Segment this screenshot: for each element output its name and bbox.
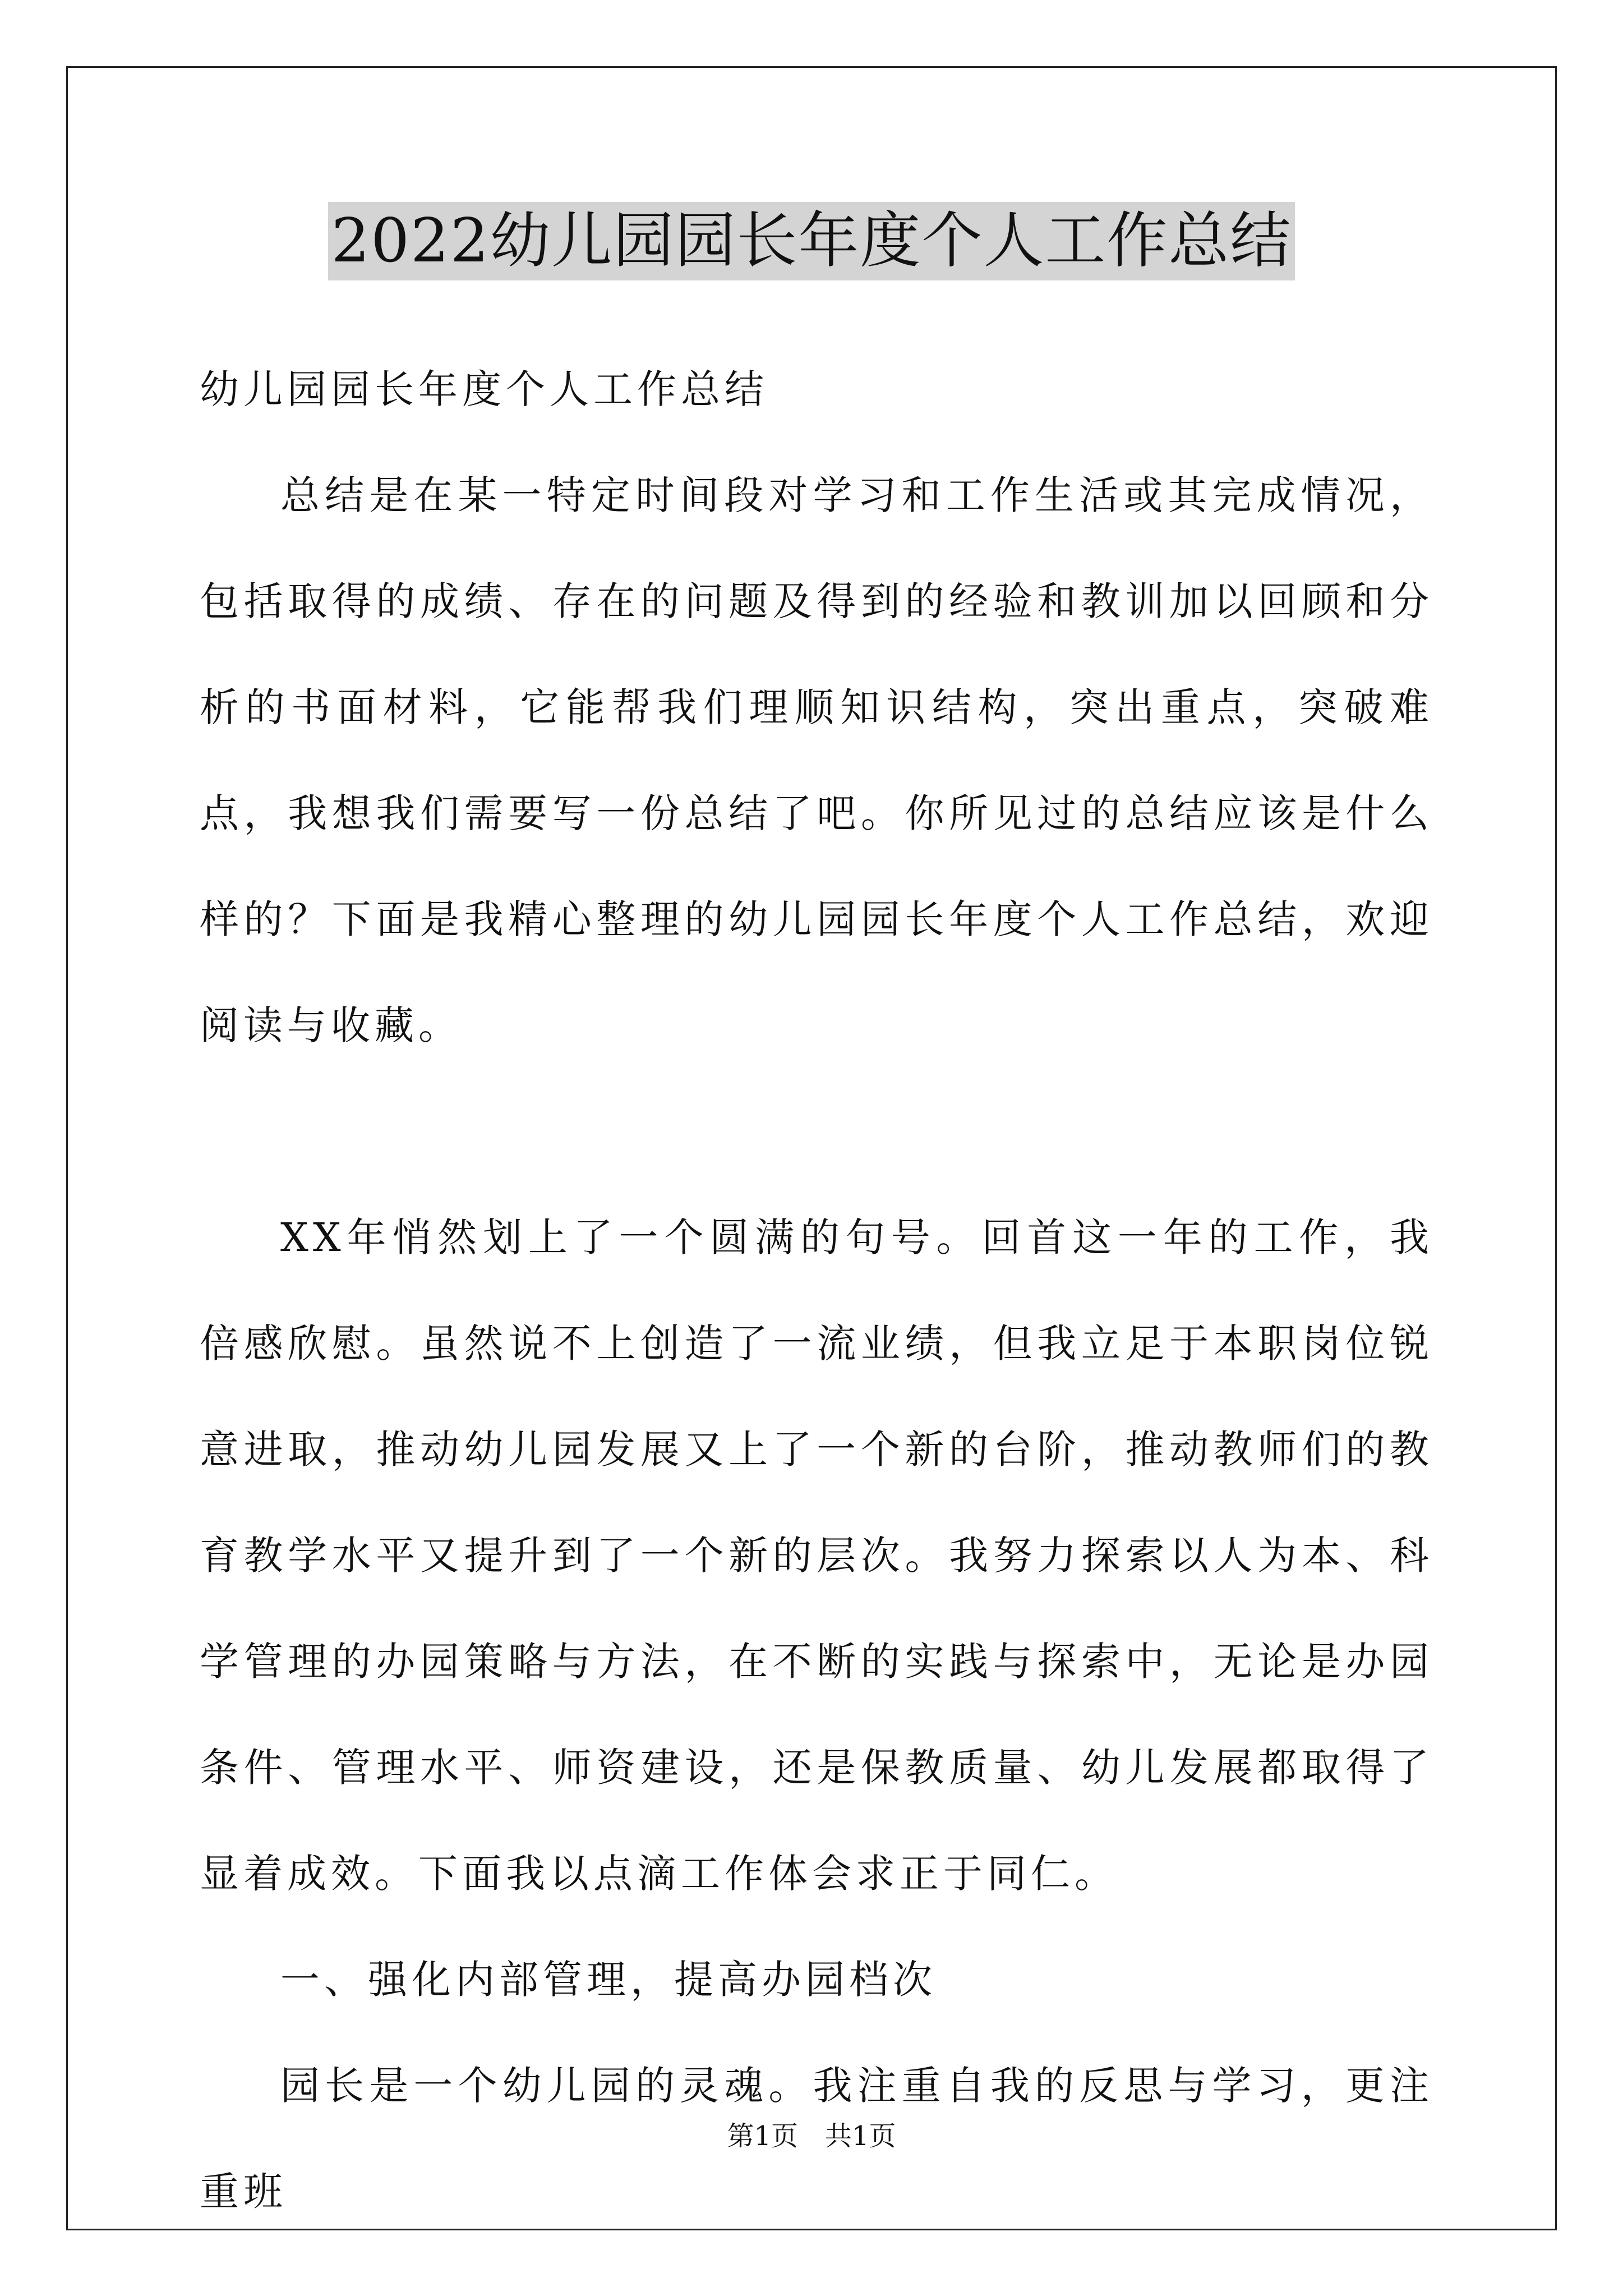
document-title: 2022幼儿园园长年度个人工作总结	[328, 202, 1295, 280]
section-heading-1: 一、强化内部管理，提高办园档次	[280, 1957, 937, 2003]
page-number-current: 第1页	[727, 2120, 798, 2152]
paragraph-intro: 总结是在某一特定时间段对学习和工作生活或其完成情况，包括取得的成绩、存在的问题及得到的经验和教训加以回顾和分析的书面材料，它能帮我们理顺知识结构，突出重点，突破难点，我想我们需要写一份总结了吧。你所见过的总结应该是什么样的？下面是我精心整理的幼儿园园长年度个人工作总结，欢迎阅读与收藏。	[200, 472, 1433, 1048]
paragraph-review: XX年悄然划上了一个圆满的句号。回首这一年的工作，我倍感欣慰。虽然说不上创造了一流业绩，但我立足于本职岗位锐意进取，推动幼儿园发展又上了一个新的台阶，推动教师们的教育教学水平又提升到了一个新的层次。我努力探索以人为本、科学管理的办园策略与方法，在不断的实践与探索中，无论是办园条件、管理水平、师资建设，还是保教质量、幼儿发展都取得了显着成效。下面我以点滴工作体会求正于同仁。	[200, 1214, 1433, 1897]
page-footer	[0, 2119, 1623, 2153]
document-body	[200, 337, 1433, 2245]
page-number-total: 共1页	[825, 2120, 896, 2152]
paragraph-gap	[200, 1079, 1433, 1185]
document-subtitle: 幼儿园园长年度个人工作总结	[200, 366, 768, 412]
paragraph-section-1: 园长是一个幼儿园的灵魂。我注重自我的反思与学习，更注重班	[200, 2063, 1433, 2215]
title-container	[0, 202, 1623, 280]
